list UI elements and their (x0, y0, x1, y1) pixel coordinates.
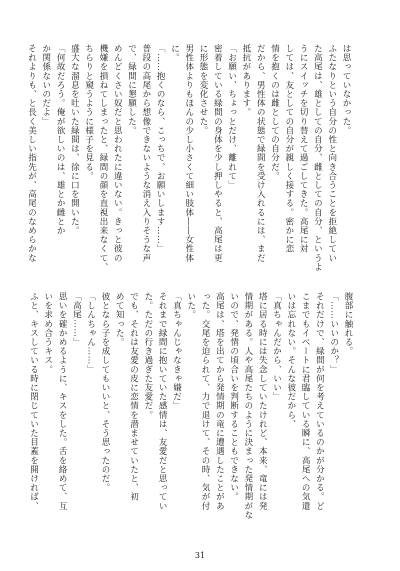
text-line: 「お願い、ちょっとだけ、離れて」 (226, 44, 237, 190)
text-line: 男性体よりもほんの少し小さくて細い肢体――女性体 (183, 44, 194, 263)
text-line: った。交尾を迫られて、力で退けて、その時、気が付 (200, 292, 211, 511)
upper-text-block (26, 44, 353, 276)
page-number: 31 (194, 551, 206, 560)
text-line: た。ただの行き過ぎた友愛だ。 (142, 292, 153, 420)
lower-text-block (28, 292, 355, 521)
text-line: か関係ないのだよ」 (40, 44, 51, 126)
text-line: だから、男性体の状態で緑間を受け入れるには、まだ (255, 44, 266, 263)
text-line: でも、それは友愛の皮に恋情を潜ませていたと、初 (128, 292, 139, 502)
text-line: 情期がある。人や高尾たちのように決まった発情期がな (242, 292, 253, 520)
text-line: めて知った。 (114, 292, 125, 347)
text-line: いを求め合うキス。 (42, 292, 53, 374)
text-line: に形態を変化させた。 (198, 44, 209, 135)
text-line: ふたなりという自分の性と向き合うことを拒絶してい (326, 44, 337, 263)
text-line: 高尾は、塔を出てから発情期の竜に遭遇したことがあ (214, 292, 225, 511)
text-line: 塔に居る時には失念していたけれど、本来、竜には発 (257, 292, 268, 511)
text-line: それよりも、と長く美しい指先が、高尾のなめらかな (26, 44, 37, 263)
text-line: は思っていなかった。 (341, 44, 351, 135)
text-line: 「……いいのか？」 (328, 292, 339, 374)
text-line: 情を抱くのは雌としての自分だ。 (269, 44, 280, 181)
text-line: 「……抱くのなら、こっちで、お願いします……」 (155, 44, 166, 254)
text-line: こまでもイベートに君臨している瞬に、高尾への気遣 (300, 292, 311, 511)
text-line: 「高尾……」 (71, 292, 82, 347)
text-line: 「何故だろう。俺が欲しいのは、雄とか雌とか (55, 44, 66, 236)
text-line: うにスイッチを切り替えて過ごしてきた。高尾に対 (298, 44, 309, 254)
text-line: それまで緑間に抱いていた感情は、友愛だと思ってい (157, 292, 168, 511)
text-line: 思いを確かめるように、キスをした。舌を絡めて、互 (57, 292, 68, 511)
text-line: に。 (169, 44, 180, 63)
text-line: 「真ちゃんじゃなきゃ嫌だ」 (171, 292, 182, 411)
text-line: た高尾は、雄としての自分、雌としての自分、というよ (312, 44, 323, 272)
text-line: 機嫌を損ねてしまったと、緑間の顔を直視出来なくて、 (97, 44, 108, 272)
text-line: 密着している緑間の身体を少し押しやると、高尾は更 (212, 44, 223, 263)
text-line: ふと、キスしている時に閉じていた目蓋を開ければ、 (28, 292, 39, 511)
text-line: いので、発情の頃合いを判断することもできない。 (228, 292, 239, 502)
text-line: 「しんちゃん……」 (85, 292, 96, 374)
text-line: 盛大な溜息を吐いた緑間は、徐に口を開いた。 (69, 44, 80, 236)
text-line: で、緑間に懇願した。 (126, 44, 137, 135)
text-line: 「真ちゃんだから、いい」 (271, 292, 282, 402)
text-line: 腹部に触れる。 (343, 292, 353, 356)
text-line: めんどくさい奴だと思われたに違いない。きっと彼の (112, 44, 123, 263)
text-line: 普段の高尾から想像できないような消え入りそうな声 (140, 44, 151, 263)
text-line: それだけで、緑間が何を考えているのかが分かる。ど (314, 292, 325, 511)
text-line: しては、友としての自分が親しく接する。密かに恋 (283, 44, 294, 254)
text-line: いは忘れない。そんな彼だから、 (285, 292, 296, 429)
text-line: 抵抗があります。 (240, 44, 251, 117)
text-line: 彼となら子を成してもいいと、そう思ったのだ。 (99, 292, 110, 493)
text-line: いた。 (185, 292, 196, 320)
text-line: ちらりと窺うように様子を見る。 (83, 44, 94, 181)
